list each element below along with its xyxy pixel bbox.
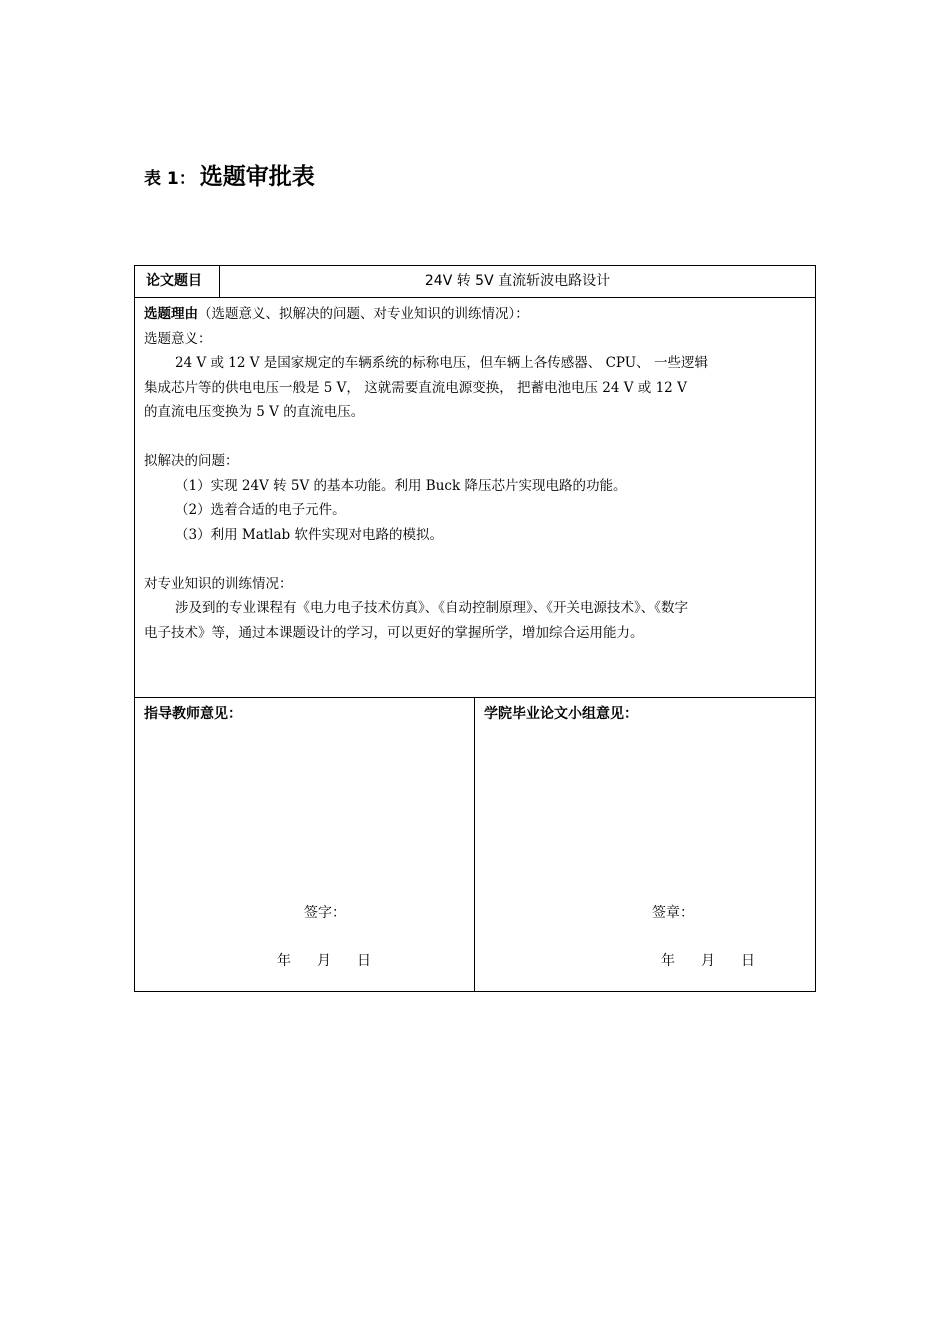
problem-item: （3）利用 Matlab 软件实现对电路的模拟。 [175,526,443,543]
advisor-date [277,950,371,970]
date-year-label: 年 [277,953,291,969]
date-year-label: 年 [661,953,675,969]
training-heading: 对专业知识的训练情况： [144,575,293,592]
date-day-label: 日 [741,953,755,969]
date-month-label: 月 [317,953,331,969]
training-line: 电子技术》等，通过本课题设计的学习，可以更好的掌握所学，增加综合运用能力。 [144,624,644,641]
problem-item: （2）选着合适的电子元件。 [175,502,346,518]
reason-heading [144,302,807,327]
thesis-title-value: 24V 转 5V 直流斩波电路设计 [424,273,611,289]
training-line: 涉及到的专业课程有《电力电子技术仿真》、《自动控制原理》、《开关电源技术》、《数字 [175,600,688,616]
advisor-opinion-cell [135,698,475,991]
committee-seal-label: 签章： [652,905,694,921]
spacer [144,425,807,450]
topic-reason-cell [135,298,815,698]
reason-label: 选题理由 [144,306,198,322]
problems-heading: 拟解决的问题： [144,453,239,469]
significance-line: 的直流电压变换为 5 V 的直流电压。 [144,404,365,420]
problem-item: （1）实现 24V 转 5V 的基本功能。利用 Buck 降压芯片实现电路的功能。 [175,477,627,494]
significance-heading: 选题意义： [144,330,212,347]
significance-line: 24 V 或 12 V 是国家规定的车辆系统的标称电压，但车辆上各传感器、 CPU、 一些逻辑 [175,355,708,371]
advisor-opinion-label: 指导教师意见： [144,706,242,722]
significance-line: 集成芯片等的供电电压一般是 5 V， 这就需要直流电源变换， 把蓄电池电压 24 V 或 12 V [144,379,687,396]
committee-opinion-cell [475,698,815,991]
spacer [144,547,807,572]
title-row [135,266,815,298]
date-month-label: 月 [701,953,715,969]
reason-label-note: （选题意义、拟解决的问题、对专业知识的训练情况）： [198,306,529,322]
page-heading [144,158,315,191]
thesis-title-label: 论文题目 [135,266,220,297]
opinions-row [135,698,815,991]
heading-prefix: 表 1： [144,169,196,189]
date-day-label: 日 [357,953,371,969]
committee-date [661,950,755,970]
approval-table [134,265,816,992]
advisor-signature-label: 签字： [304,905,346,921]
heading-title: 选题审批表 [199,164,315,190]
committee-opinion-label: 学院毕业论文小组意见： [484,706,638,722]
